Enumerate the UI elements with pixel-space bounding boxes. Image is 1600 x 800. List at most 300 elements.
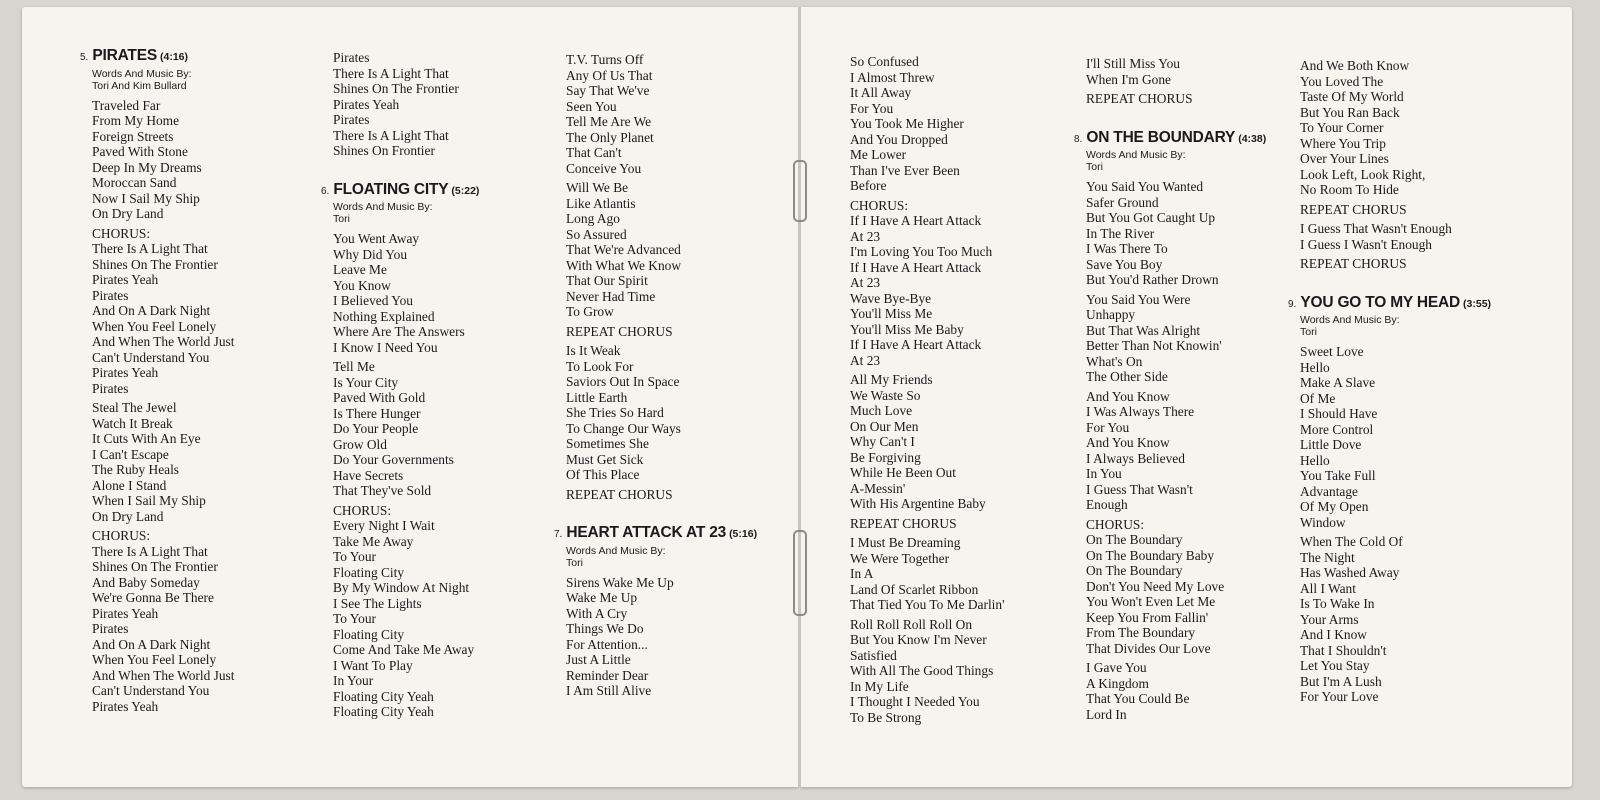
song-section — [1288, 58, 1491, 292]
lyric-line: A Kingdom — [1086, 675, 1149, 691]
lyric-stanza — [850, 617, 1005, 726]
lyric-line: With All The Good Things — [850, 663, 994, 678]
lyric-line: To Grow — [566, 304, 614, 319]
lyric-line: We're Gonna Be There — [92, 590, 214, 605]
lyric-line: I Thought I Needed You — [850, 694, 980, 709]
lyric-line: That Can't — [566, 145, 622, 160]
lyric-line: Floating City Yeah — [333, 688, 434, 704]
lyric-line: And Baby Someday — [92, 574, 200, 590]
lyric-line: Paved With Stone — [92, 144, 188, 159]
lyric-line: That Tied You To Me Darlin' — [850, 597, 1005, 612]
lyric-line: Pirates Yeah — [333, 96, 400, 112]
lyric-line: You Know — [333, 277, 391, 293]
lyric-line: At 23 — [850, 275, 881, 290]
credit-line: Words And Music By: — [566, 544, 666, 557]
lyric-line: Wave Bye-Bye — [850, 290, 932, 306]
lyrics-column-6 — [1288, 58, 1491, 709]
lyric-line: By My Window At Night — [333, 580, 470, 595]
lyric-line: When You Feel Lonely — [92, 318, 217, 334]
lyrics-body — [1086, 56, 1266, 107]
lyric-stanza — [566, 575, 757, 699]
credit-line: Tori — [333, 213, 350, 225]
lyric-line: Your Arms — [1300, 611, 1359, 627]
lyric-line: Where Are The Answers — [333, 324, 465, 339]
lyric-line: That I Shouldn't — [1300, 642, 1387, 658]
staple-bottom — [793, 530, 807, 616]
lyric-line: Is To Wake In — [1300, 596, 1375, 611]
song-title: PIRATES — [92, 47, 157, 64]
lyric-line: You Went Away — [333, 231, 420, 246]
song-section — [1074, 56, 1266, 127]
lyric-line: With What We Know — [566, 257, 682, 273]
lyric-line: To Your Corner — [1300, 120, 1384, 135]
lyric-stanza — [850, 516, 1005, 532]
lyric-line: With His Argentine Baby — [850, 496, 986, 511]
lyric-line: Tell Me — [333, 359, 375, 374]
credit-line: Words And Music By: — [1086, 149, 1186, 161]
lyric-stanza — [850, 535, 1005, 613]
lyric-line: Foreign Streets — [92, 128, 174, 144]
lyric-stanza — [1300, 344, 1491, 530]
lyric-line: Paved With Gold — [333, 390, 426, 405]
lyric-line: While He Been Out — [850, 465, 956, 480]
lyric-line: All My Friends — [850, 372, 933, 387]
lyric-line: Be Forgiving — [850, 449, 921, 465]
credit-line: Tori — [1086, 161, 1103, 173]
lyric-line: Floating City — [333, 626, 405, 642]
lyric-line: I Am Still Alive — [566, 683, 652, 698]
track-number: 6. — [321, 185, 330, 197]
lyric-line: I See The Lights — [333, 595, 422, 611]
lyric-line: The Night — [1300, 549, 1355, 565]
lyric-line: And When The World Just — [92, 667, 235, 683]
lyric-line: REPEAT CHORUS — [566, 486, 673, 502]
song-section — [80, 48, 235, 714]
lyric-stanza — [1086, 389, 1266, 513]
lyric-line: Wake Me Up — [566, 590, 638, 605]
lyric-line: Seen You — [566, 98, 617, 114]
lyric-line: A-Messin' — [850, 480, 906, 496]
lyric-stanza — [1086, 517, 1266, 657]
lyric-line: When You Feel Lonely — [92, 652, 217, 667]
lyric-line: On Dry Land — [92, 206, 164, 221]
lyric-line: On The Boundary — [1086, 532, 1183, 547]
lyric-line: Over Your Lines — [1300, 151, 1389, 166]
credit-line: Tori — [566, 556, 583, 569]
lyric-stanza — [1300, 221, 1491, 252]
lyric-line: It Cuts With An Eye — [92, 431, 201, 446]
lyric-line: On Dry Land — [92, 508, 164, 524]
lyric-line: Sirens Wake Me Up — [566, 574, 674, 590]
lyric-line: For Attention... — [566, 636, 648, 652]
track-number: 9. — [1288, 298, 1297, 310]
lyric-line: That Divides Our Love — [1086, 640, 1211, 656]
lyric-line: Sometimes She — [566, 436, 649, 451]
songwriter-credit — [333, 201, 479, 225]
section-spacer — [554, 506, 757, 522]
lyrics-column-1 — [80, 48, 235, 718]
song-heading — [321, 182, 479, 200]
song-title: FLOATING CITY — [333, 180, 449, 198]
section-spacer — [1288, 276, 1491, 292]
lyrics-body — [1300, 344, 1491, 705]
lyric-line: Every Night I Wait — [333, 518, 435, 533]
lyric-line: More Control — [1300, 421, 1374, 437]
lyric-line: I'll Still Miss You — [1086, 56, 1180, 71]
lyric-line: The Ruby Heals — [92, 462, 180, 477]
lyric-line: That You Could Be — [1086, 691, 1190, 706]
lyric-line: There Is A Light That — [92, 241, 208, 256]
lyric-line: Is Your City — [333, 374, 399, 390]
lyric-line: I Guess I Wasn't Enough — [1300, 236, 1433, 252]
lyric-line: In My Life — [850, 678, 909, 694]
lyric-line: For You — [1086, 419, 1130, 435]
lyrics-column-4 — [838, 54, 1005, 729]
song-section — [554, 525, 757, 699]
lyric-line: REPEAT CHORUS — [850, 515, 957, 531]
credit-line: Words And Music By: — [333, 201, 433, 213]
lyric-line: You Loved The — [1300, 73, 1384, 89]
lyric-line: Can't Understand You — [92, 349, 210, 365]
lyric-line: I'm Loving You Too Much — [850, 244, 993, 259]
lyrics-body — [850, 54, 1005, 725]
lyric-line: I Always Believed — [1086, 450, 1185, 466]
lyric-line: CHORUS: — [92, 528, 151, 543]
lyrics-body — [333, 231, 479, 720]
lyric-line: We Waste So — [850, 387, 921, 403]
lyric-line: Do Your People — [333, 421, 419, 436]
lyric-stanza — [92, 226, 235, 397]
lyric-line: Why Can't I — [850, 434, 915, 449]
lyric-line: Pirates Yeah — [92, 365, 159, 380]
lyric-line: In A — [850, 566, 874, 581]
lyric-line: To Your — [333, 611, 376, 626]
lyric-stanza — [1086, 56, 1266, 87]
lyric-line: When I Sail My Ship — [92, 493, 206, 508]
song-section — [1288, 295, 1491, 705]
lyric-line: Lord In — [1086, 706, 1127, 722]
lyric-line: I Was Always There — [1086, 404, 1195, 419]
lyric-stanza — [333, 503, 479, 720]
lyric-line: In You — [1086, 466, 1122, 481]
lyric-line: Leave Me — [333, 262, 387, 277]
lyric-line: Conceive You — [566, 160, 642, 176]
lyrics-body — [566, 52, 757, 502]
section-spacer — [1074, 111, 1266, 127]
lyric-line: Little Earth — [566, 389, 628, 405]
lyric-line: On The Boundary Baby — [1086, 547, 1215, 563]
lyrics-column-2 — [321, 50, 479, 724]
lyric-line: Unhappy — [1086, 307, 1136, 322]
lyric-line: When I'm Gone — [1086, 71, 1171, 87]
track-number: 5. — [80, 52, 89, 63]
lyric-line: Any Of Us That — [566, 67, 653, 83]
lyric-line: Make A Slave — [1300, 375, 1376, 390]
lyrics-column-5 — [1074, 56, 1266, 726]
lyric-line: Of My Open — [1300, 499, 1369, 514]
lyric-line: I Can't Escape — [92, 446, 169, 462]
songwriter-credit — [92, 68, 235, 92]
lyric-stanza — [1300, 202, 1491, 218]
lyric-line: If I Have A Heart Attack — [850, 213, 982, 228]
lyric-stanza — [1086, 292, 1266, 385]
lyric-line: Now I Sail My Ship — [92, 190, 200, 206]
song-title: HEART ATTACK AT 23 — [566, 524, 727, 541]
song-duration: (4:16) — [159, 51, 188, 63]
lyric-line: But You Got Caught Up — [1086, 210, 1216, 225]
lyric-line: To Change Our Ways — [566, 420, 681, 436]
section-spacer — [321, 163, 479, 179]
lyric-line: Keep You From Fallin' — [1086, 609, 1209, 625]
lyric-line: But You Know I'm Never — [850, 632, 987, 647]
lyric-line: In The River — [1086, 225, 1155, 241]
lyric-line: You'll Miss Me Baby — [850, 321, 964, 337]
song-section — [554, 52, 757, 522]
credit-line: Words And Music By: — [1300, 314, 1400, 326]
lyric-stanza — [566, 180, 757, 320]
lyric-line: Pirates Yeah — [92, 698, 159, 714]
lyric-stanza — [1086, 91, 1266, 107]
lyric-line: And On A Dark Night — [92, 303, 211, 318]
lyric-line: She Tries So Hard — [566, 405, 664, 420]
lyric-line: And You Know — [1086, 435, 1170, 450]
lyric-line: To Look For — [566, 358, 634, 374]
songwriter-credit — [1086, 149, 1266, 173]
song-duration: (4:38) — [1238, 132, 1267, 145]
lyric-line: That We're Advanced — [566, 242, 681, 257]
lyrics-body — [92, 98, 235, 715]
lyric-line: Window — [1300, 514, 1346, 530]
song-heading — [80, 48, 235, 66]
lyric-line: Traveled Far — [92, 97, 161, 113]
lyric-stanza — [566, 52, 757, 176]
lyric-line: Me Lower — [850, 147, 907, 162]
lyric-line: Like Atlantis — [566, 195, 636, 211]
lyric-line: I Almost Threw — [850, 69, 935, 85]
lyric-line: But You Ran Back — [1300, 104, 1400, 120]
lyric-line: Roll Roll Roll Roll On — [850, 616, 973, 632]
lyric-line: Alone I Stand — [92, 477, 167, 493]
songwriter-credit — [1300, 314, 1491, 338]
lyric-line: Moroccan Sand — [92, 175, 177, 190]
lyric-line: Save You Boy — [1086, 256, 1163, 272]
lyric-line: Before — [850, 178, 887, 193]
lyric-line: If I Have A Heart Attack — [850, 259, 982, 275]
lyric-line: Say That We've — [566, 83, 650, 98]
lyric-line: Pirates Yeah — [92, 605, 159, 621]
lyric-line: For You — [850, 100, 894, 116]
lyric-line: Pirates — [92, 287, 129, 303]
lyric-line: I Guess That Wasn't Enough — [1300, 221, 1452, 236]
lyric-line: Deep In My Dreams — [92, 159, 202, 175]
lyric-line: Watch It Break — [92, 415, 173, 431]
lyric-stanza — [566, 343, 757, 483]
lyric-line: I Guess That Wasn't — [1086, 481, 1193, 497]
lyric-line: Can't Understand You — [92, 683, 210, 698]
credit-line: Words And Music By: — [92, 67, 192, 80]
lyric-line: Floating City — [333, 564, 405, 580]
lyric-line: And You Know — [1086, 388, 1170, 404]
lyric-line: On The Boundary — [1086, 563, 1183, 578]
lyric-line: Shines On The Frontier — [92, 256, 218, 272]
lyric-line: Do Your Governments — [333, 452, 454, 467]
lyric-line: That Our Spirit — [566, 273, 648, 288]
lyric-stanza — [333, 231, 479, 355]
lyric-line: From My Home — [92, 113, 180, 128]
lyric-stanza — [850, 198, 1005, 369]
lyrics-column-3 — [554, 52, 757, 703]
lyric-line: Of This Place — [566, 467, 640, 482]
lyric-line: Have Secrets — [333, 467, 404, 483]
lyric-line: Advantage — [1300, 483, 1359, 499]
lyric-stanza — [1300, 256, 1491, 272]
lyric-line: And On A Dark Night — [92, 636, 211, 652]
lyric-line: It All Away — [850, 85, 912, 100]
lyric-line: You Take Full — [1300, 468, 1376, 483]
lyric-stanza — [92, 98, 235, 222]
lyric-line: You Won't Even Let Me — [1086, 594, 1216, 609]
songwriter-credit — [566, 545, 757, 569]
lyric-line: Pirates — [92, 380, 129, 396]
lyric-line: But That Was Alright — [1086, 322, 1201, 338]
lyric-line: CHORUS: — [92, 225, 151, 241]
lyric-line: Is It Weak — [566, 343, 621, 358]
song-duration: (5:22) — [451, 184, 480, 197]
lyric-stanza — [850, 54, 1005, 194]
lyric-line: And You Dropped — [850, 131, 948, 147]
song-section — [838, 54, 1005, 725]
lyric-line: There Is A Light That — [92, 543, 208, 559]
lyric-line: CHORUS: — [850, 197, 909, 213]
lyric-line: Things We Do — [566, 621, 644, 636]
credit-line: Tori — [1300, 326, 1317, 338]
lyric-line: Long Ago — [566, 211, 620, 226]
lyric-stanza — [333, 50, 479, 159]
lyric-line: At 23 — [850, 352, 881, 368]
lyric-stanza — [566, 487, 757, 503]
lyric-line: REPEAT CHORUS — [1086, 91, 1193, 106]
lyric-line: Shines On The Frontier — [92, 559, 218, 574]
lyric-line: Of Me — [1300, 390, 1336, 406]
lyric-line: Must Get Sick — [566, 451, 644, 467]
lyric-line: What's On — [1086, 353, 1143, 369]
lyrics-body — [566, 575, 757, 699]
lyrics-body — [1086, 179, 1266, 722]
lyric-stanza — [92, 400, 235, 524]
lyric-line: Why Did You — [333, 246, 408, 262]
lyric-line: Hello — [1300, 359, 1330, 375]
lyric-line: Pirates Yeah — [92, 272, 159, 287]
lyric-line: With A Cry — [566, 605, 628, 621]
lyric-line: Than I've Ever Been — [850, 162, 960, 178]
lyric-line: Steal The Jewel — [92, 400, 177, 415]
lyric-line: If I Have A Heart Attack — [850, 337, 982, 352]
lyric-line: Tell Me Are We — [566, 114, 652, 129]
lyric-line: Enough — [1086, 497, 1128, 512]
spine-gutter — [798, 7, 801, 787]
lyric-line: You Took Me Higher — [850, 116, 964, 131]
lyric-line: But I'm A Lush — [1300, 673, 1382, 689]
lyric-line: Floating City Yeah — [333, 704, 434, 719]
lyric-line: And I Know — [1300, 627, 1367, 642]
lyric-line: Shines On Frontier — [333, 143, 435, 158]
credit-line: Tori And Kim Bullard — [92, 79, 187, 92]
lyric-line: At 23 — [850, 228, 881, 244]
lyric-line: Pirates — [333, 112, 370, 127]
lyric-line: For Your Love — [1300, 689, 1379, 704]
song-heading — [1288, 295, 1491, 313]
lyric-line: You'll Miss Me — [850, 306, 933, 321]
lyric-line: Come And Take Me Away — [333, 642, 475, 657]
lyric-stanza — [333, 359, 479, 499]
lyric-line: Just A Little — [566, 652, 631, 667]
lyric-line: Pirates — [92, 621, 129, 636]
lyric-stanza — [566, 324, 757, 340]
lyric-line: Safer Ground — [1086, 194, 1159, 210]
lyric-line: The Only Planet — [566, 129, 654, 145]
lyric-line: Never Had Time — [566, 288, 656, 304]
lyric-stanza — [92, 528, 235, 714]
lyric-line: I Must Be Dreaming — [850, 535, 961, 550]
lyric-line: T.V. Turns Off — [566, 52, 644, 67]
lyric-line: There Is A Light That — [333, 65, 449, 81]
lyric-line: Is There Hunger — [333, 405, 421, 421]
lyric-stanza — [1300, 58, 1491, 198]
track-number: 7. — [554, 529, 563, 540]
lyric-line: Don't You Need My Love — [1086, 578, 1225, 594]
lyric-line: CHORUS: — [333, 502, 392, 518]
lyric-line: So Confused — [850, 54, 919, 69]
song-duration: (3:55) — [1463, 297, 1492, 310]
lyric-line: REPEAT CHORUS — [1300, 256, 1407, 271]
lyric-line: Let You Stay — [1300, 658, 1370, 673]
lyric-line: Shines On The Frontier — [333, 81, 459, 96]
lyric-line: You Said You Wanted — [1086, 179, 1204, 194]
lyric-line: I Believed You — [333, 293, 413, 308]
lyric-line: REPEAT CHORUS — [1300, 201, 1407, 217]
song-section — [321, 182, 479, 720]
lyric-line: In Your — [333, 673, 374, 688]
lyric-line: Take Me Away — [333, 533, 414, 549]
lyric-line: Will We Be — [566, 180, 629, 195]
lyric-line: Satisfied — [850, 647, 897, 663]
lyric-line: Little Dove — [1300, 437, 1362, 452]
lyric-line: CHORUS: — [1086, 516, 1145, 532]
lyric-line: When The Cold Of — [1300, 534, 1403, 549]
lyric-line: Nothing Explained — [333, 308, 435, 324]
lyric-stanza — [1086, 660, 1266, 722]
lyric-line: You Said You Were — [1086, 291, 1191, 307]
lyric-line: Land Of Scarlet Ribbon — [850, 581, 979, 597]
lyric-line: REPEAT CHORUS — [566, 323, 673, 339]
lyric-stanza — [1086, 179, 1266, 288]
lyric-line: Has Washed Away — [1300, 565, 1400, 580]
lyric-line: Much Love — [850, 403, 913, 418]
lyric-line: Look Left, Look Right, — [1300, 166, 1426, 182]
lyric-line: Where You Trip — [1300, 135, 1386, 151]
lyric-line: That They've Sold — [333, 483, 432, 498]
song-heading — [554, 525, 757, 543]
song-title: YOU GO TO MY HEAD — [1300, 293, 1461, 311]
staple-top — [793, 160, 807, 222]
lyric-line: Grow Old — [333, 436, 387, 452]
song-section — [1074, 130, 1266, 723]
lyric-line: All I Want — [1300, 580, 1356, 596]
lyric-line: Taste Of My World — [1300, 89, 1404, 104]
lyric-line: Hello — [1300, 452, 1330, 468]
lyric-line: I Gave You — [1086, 660, 1147, 675]
lyric-line: To Be Strong — [850, 709, 922, 725]
